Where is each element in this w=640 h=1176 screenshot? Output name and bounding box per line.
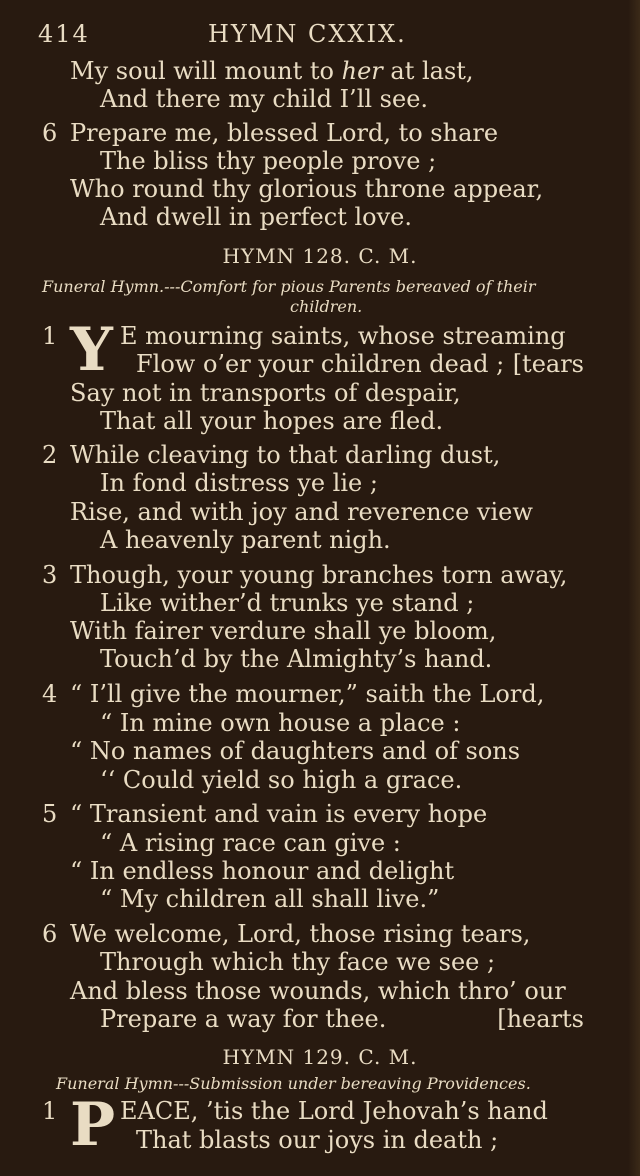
verse-number: 6 (42, 920, 58, 948)
verse-text: “ My children all shall live.” (100, 885, 440, 913)
verse-text: That all your hopes are fled. (100, 407, 444, 435)
verse-text: Rise, and with joy and reverence view (70, 498, 533, 526)
verse-text: “ I’ll give the mourner,” saith the Lord, (70, 680, 545, 708)
verse-text: Like wither’d trunks ye stand ; (100, 589, 475, 617)
verse-number: 5 (42, 800, 58, 828)
hymn-title: HYMN 128. C. M. (222, 244, 418, 268)
verse-text: Prepare a way for thee. (100, 1005, 387, 1033)
verse-text: In fond distress ye lie ; (100, 469, 378, 497)
verse-number: 6 (42, 119, 58, 147)
verse-text: That blasts our joys in death ; (136, 1126, 499, 1154)
verse-number: 1 (42, 322, 58, 350)
verse-number: 3 (42, 561, 58, 589)
verse-number: 4 (42, 680, 58, 708)
verse-text: Through which thy face we see ; (100, 948, 496, 976)
verse-text: E mourning saints, whose streaming (120, 322, 566, 350)
verse-text: A heavenly parent nigh. (100, 526, 391, 554)
turnover-word: [hearts (497, 1005, 584, 1033)
verse-text: EACE, ’tis the Lord Jehovah’s hand (120, 1097, 548, 1125)
drop-cap: P (70, 1090, 116, 1160)
verse-text: “ In endless honour and delight (70, 857, 455, 885)
turnover-word: [tears (512, 350, 584, 378)
page-edge-shadow (628, 0, 640, 1176)
verse-text: And dwell in perfect love. (100, 203, 412, 231)
verse-number: 1 (42, 1097, 58, 1125)
subtitle-text: children. (290, 297, 363, 316)
hymn-title: HYMN 129. C. M. (222, 1045, 418, 1069)
verse-text: And there my child I’ll see. (100, 85, 429, 113)
emphasis-word: her (341, 57, 383, 85)
verse-text: And bless those wounds, which thro’ our (70, 977, 566, 1005)
subtitle-text: Funeral Hymn.---Comfort for pious Parents bereaved of their (42, 277, 536, 296)
verse-text: “ In mine own house a place : (100, 709, 461, 737)
subtitle-text: Funeral Hymn---Submission under bereaving Providences. (56, 1074, 531, 1093)
verse-text: While cleaving to that darling dust, (70, 441, 501, 469)
verse-text: Prepare me, blessed Lord, to share (70, 119, 499, 147)
running-title: HYMN CXXIX. (208, 20, 407, 48)
verse-text: Touch’d by the Almighty’s hand. (100, 645, 493, 673)
verse-text: We welcome, Lord, those rising tears, (70, 920, 531, 948)
verse-text: “ A rising race can give : (100, 829, 401, 857)
verse-text: Flow o’er your children dead ; (136, 350, 505, 378)
verse-text: Say not in transports of despair, (70, 379, 461, 407)
verse-text: at last, (390, 57, 474, 85)
verse-text: The bliss thy people prove ; (100, 147, 437, 175)
verse-text: “ No names of daughters and of sons (70, 737, 521, 765)
verse-text: With fairer verdure shall ye bloom, (70, 617, 497, 645)
verse-text: “ Transient and vain is every hope (70, 800, 488, 828)
page-number: 414 (38, 20, 90, 48)
verse-text: Who round thy glorious throne appear, (70, 175, 544, 203)
drop-cap: Y (70, 315, 113, 385)
verse-number: 2 (42, 441, 58, 469)
verse-text: My soul will mount to (70, 57, 334, 85)
verse-text: Though, your young branches torn away, (70, 561, 568, 589)
verse-text: ‘‘ Could yield so high a grace. (100, 766, 463, 794)
